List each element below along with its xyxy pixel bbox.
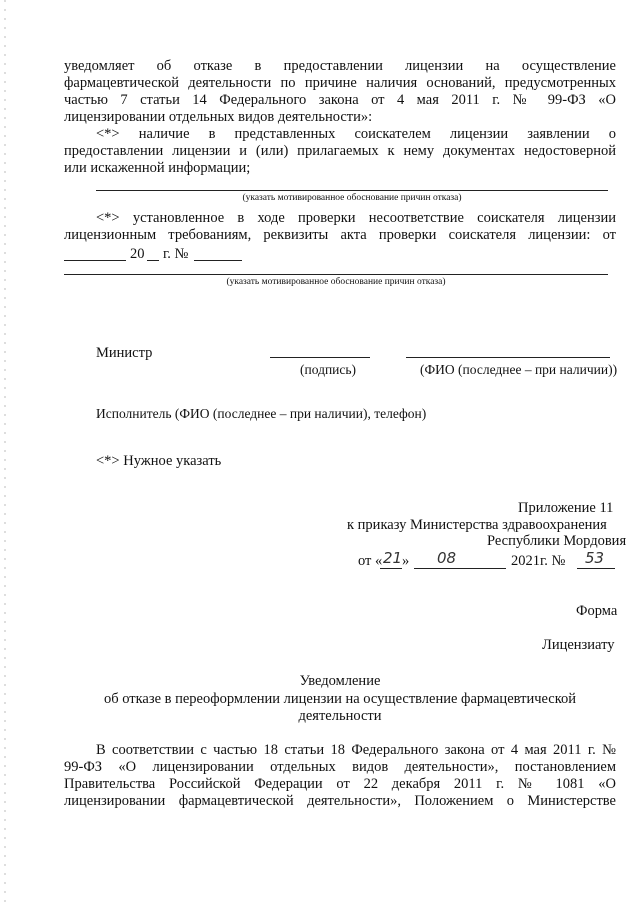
fill-in-line [96,190,608,191]
text-line: В соответствии с частью 18 статьи 18 Федерального закона от 4 мая 2011 г. № [96,742,616,758]
number-line [577,568,615,569]
reason-item-2 [64,210,616,244]
notice-body [64,742,616,810]
field-caption: (указать мотивированное обоснование причин отказа) [226,277,446,287]
signature-caption: (подпись) [300,362,357,377]
appendix-year: 2021г. № [511,553,566,569]
text-line: лицензировании фармацевтической деятельности», Положением о Министерстве [64,793,616,809]
appendix-date-close: » [402,553,410,569]
date-number-label: г. № [163,246,189,262]
field-caption: (указать мотивированное обоснование причин отказа) [242,193,462,203]
appendix-number-handwritten: 53 [585,549,605,567]
date-year-line [147,260,159,261]
appendix-order: к приказу Министерства здравоохранения [347,517,607,533]
text-line: фармацевтической деятельности по причине наличия оснований, предусмотренных [64,75,616,91]
fill-in-line [64,274,608,275]
text-line: уведомляет об отказе в предоставлении лицензии на осуществление [64,58,616,74]
text-line: 99-ФЗ «О лицензировании отдельных видов деятельности», постановлением [64,759,616,775]
notice-title: Уведомление [299,673,381,689]
footnote: <*> Нужное указать [96,453,222,469]
text-line: <*> установленное в ходе проверки несоответствие соискателя лицензии [96,210,616,226]
reason-item-1 [64,126,616,177]
name-caption: (ФИО (последнее – при наличии)) [420,362,618,377]
appendix-day-handwritten: 21 [383,549,403,567]
number-line [194,260,242,261]
appendix-title: Приложение 11 [518,500,614,516]
executor-line: Исполнитель (ФИО (последнее – при наличии), телефон) [96,406,427,421]
appendix-republic: Республики Мордовия [487,533,627,549]
text-line: предоставлении лицензии и (или) прилагаемых к нему документах недостоверной [64,143,616,159]
month-line [414,568,506,569]
addressee: Лицензиату [542,637,615,653]
text-line: частью 7 статьи 14 Федерального закона от 4 мая 2011 г. № 99-ФЗ «О [64,92,616,108]
name-line [406,357,610,358]
scan-margin-marks [4,0,6,905]
day-line [380,568,402,569]
date-day-line [64,260,126,261]
signatory-position: Министр [96,345,153,361]
refusal-paragraph [64,58,616,126]
signature-line [270,357,370,358]
text-line: Правительства Российской Федерации от 22 декабря 2011 г. № 1081 «О [64,776,616,792]
text-line: или искаженной информации; [64,160,251,176]
notice-subtitle-1: об отказе в переоформлении лицензии на осуществление фармацевтической [103,691,577,707]
text-line: лицензионным требованиям, реквизиты акта проверки соискателя лицензии: от [64,227,616,243]
notice-subtitle-2: деятельности [298,708,382,724]
appendix-date-prefix: от « [358,553,383,569]
text-line: <*> наличие в представленных соискателем лицензии заявлении о [96,126,616,142]
form-label: Форма [576,603,618,619]
date-year: 20 [130,246,145,262]
appendix-month-handwritten: 08 [437,549,457,567]
text-line: лицензировании отдельных видов деятельности»: [64,109,373,125]
